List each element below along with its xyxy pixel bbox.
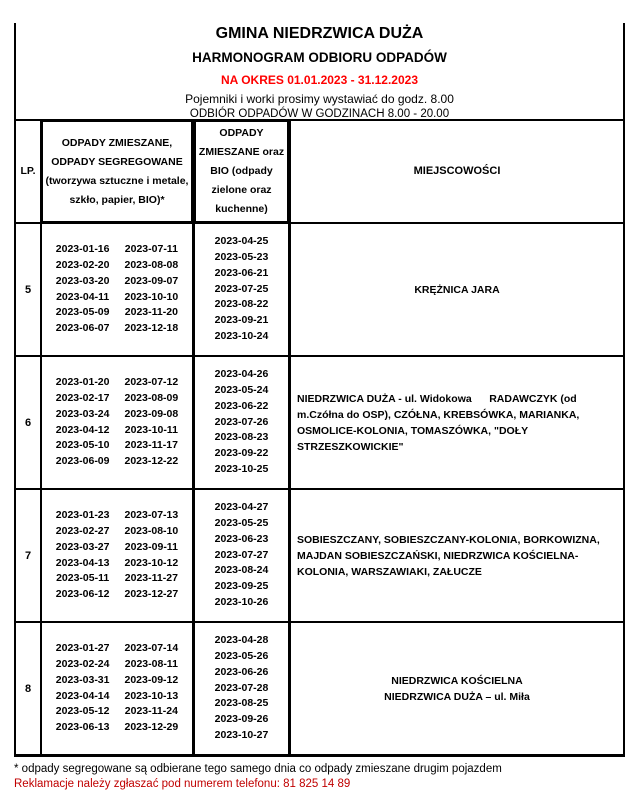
date-item: 2023-12-22 [124, 455, 179, 468]
date-item: 2023-09-21 [214, 314, 269, 327]
date-item: 2023-05-26 [214, 650, 269, 662]
date-item: 2023-08-08 [124, 258, 179, 271]
date-item: 2023-12-18 [124, 322, 179, 335]
date-item: 2023-04-13 [55, 556, 110, 569]
date-item: 2023-06-23 [214, 532, 269, 545]
date-item: 2023-05-25 [214, 517, 269, 529]
mixed-dates-columns [56, 242, 178, 337]
date-item: 2023-11-17 [124, 439, 178, 452]
complaint-line: Reklamacje należy zgłaszać pod numerem telefonu: 81 825 14 89 [14, 778, 351, 790]
mixed-dates-cell [42, 357, 195, 488]
date-item: 2023-05-09 [55, 306, 110, 319]
date-item: 2023-10-10 [124, 290, 179, 303]
date-item: 2023-02-17 [55, 391, 110, 404]
date-item: 2023-11-20 [124, 306, 178, 319]
column-header-mixed: ODPADY ZMIESZANE, ODPADY SEGREGOWANE (tworzywa sztuczne i metale, szkło, papier, BIO)* [42, 121, 195, 222]
date-item: 2023-04-25 [214, 235, 269, 248]
bio-dates-list [215, 367, 269, 478]
date-item: 2023-09-22 [214, 447, 269, 460]
places-cell [291, 623, 623, 754]
date-item: 2023-10-25 [214, 462, 269, 475]
mixed-dates-cell [42, 490, 195, 621]
date-item: 2023-08-09 [124, 391, 179, 404]
date-item: 2023-07-12 [124, 376, 179, 389]
date-item: 2023-10-27 [214, 728, 269, 741]
table-header-row [16, 121, 623, 222]
mixed-dates-columns [56, 641, 178, 736]
date-item: 2023-04-11 [56, 290, 110, 303]
column-header-lp: LP. [16, 121, 42, 222]
date-item: 2023-10-24 [214, 329, 269, 342]
date-item: 2023-08-11 [124, 657, 178, 670]
date-item: 2023-07-11 [124, 243, 178, 256]
column-header-bio: ODPADY ZMIESZANE oraz BIO (odpady zielone oraz kuchenne) [195, 121, 291, 222]
date-item: 2023-01-20 [55, 376, 110, 389]
lp-cell: 8 [16, 623, 42, 754]
date-item: 2023-03-20 [55, 274, 110, 287]
table-row [16, 355, 623, 488]
date-item: 2023-02-20 [55, 258, 110, 271]
date-item: 2023-10-26 [214, 595, 269, 608]
date-item: 2023-06-26 [214, 665, 269, 678]
date-item: 2023-01-23 [55, 509, 110, 522]
date-item: 2023-09-08 [124, 407, 179, 420]
date-item: 2023-04-27 [214, 501, 269, 514]
lp-cell: 5 [16, 224, 42, 355]
places-cell [291, 357, 623, 488]
mixed-dates-cell [42, 623, 195, 754]
mixed-dates-columns [56, 508, 178, 603]
date-item: 2023-10-11 [124, 423, 178, 436]
date-item: 2023-02-27 [55, 524, 110, 537]
period-line: NA OKRES 01.01.2023 - 31.12.2023 [220, 73, 418, 87]
places-cell [291, 224, 623, 355]
place-line: NIEDRZWICA DUŻA – ul. Miła [384, 690, 530, 703]
table-row [16, 222, 623, 355]
table-row [16, 488, 623, 621]
table-row [16, 621, 623, 754]
date-item: 2023-05-10 [55, 439, 110, 452]
date-item: 2023-06-07 [55, 322, 110, 335]
date-item: 2023-01-16 [55, 243, 110, 256]
mixed-dates-left [56, 242, 110, 337]
mixed-dates-right [125, 242, 179, 337]
lp-cell: 6 [16, 357, 42, 488]
date-item: 2023-07-26 [214, 415, 269, 428]
bio-dates-list [215, 234, 269, 345]
page-subtitle: HARMONOGRAM ODBIORU ODPADÓW [192, 50, 447, 65]
date-item: 2023-05-12 [55, 705, 110, 718]
date-item: 2023-08-10 [124, 524, 179, 537]
date-item: 2023-06-22 [214, 399, 269, 412]
date-item: 2023-01-27 [55, 642, 110, 655]
date-item: 2023-08-25 [214, 697, 269, 710]
page-title: GMINA NIEDRZWICA DUŻA [215, 25, 424, 42]
bio-dates-cell [195, 623, 291, 754]
mixed-dates-right [125, 508, 179, 603]
date-item: 2023-12-29 [124, 721, 179, 734]
date-item: 2023-06-12 [55, 588, 110, 601]
date-item: 2023-10-12 [124, 556, 179, 569]
date-item: 2023-05-24 [214, 384, 269, 396]
mixed-dates-right [125, 375, 179, 470]
date-item: 2023-05-23 [214, 251, 269, 263]
date-item: 2023-10-13 [124, 689, 179, 702]
place-line: SOBIESZCZANY, SOBIESZCZANY-KOLONIA, BORKOWIZNA, MAJDAN SOBIESZCZAŃSKI, NIEDRZWICA KOŚCIELNA-KOLONIA, WARSZAWIAKI, ZAŁUCZE [297, 533, 603, 578]
date-item: 2023-04-14 [55, 689, 110, 702]
place-line: NIEDRZWICA DUŻA - ul. Widokowa RADAWCZYK (od m.Czółna do OSP), CZÓŁNA, KREBSÓWKA, MARIANKA, OSMOLICE-KOLONIA, TOMASZÓWKA, "DOŁY STRZESZKOWICKIE" [297, 392, 583, 453]
date-item: 2023-05-11 [56, 572, 110, 585]
column-header-places: MIEJSCOWOŚCI [413, 165, 501, 177]
date-item: 2023-09-25 [214, 580, 269, 593]
date-item: 2023-07-13 [124, 509, 179, 522]
date-item: 2023-09-12 [124, 673, 179, 686]
date-item: 2023-04-28 [214, 634, 269, 647]
date-item: 2023-02-24 [55, 657, 110, 670]
date-item: 2023-09-07 [124, 274, 179, 287]
date-item: 2023-08-23 [214, 431, 269, 444]
date-item: 2023-04-26 [214, 368, 269, 381]
date-item: 2023-07-14 [124, 642, 179, 655]
schedule-document [14, 23, 625, 790]
date-item: 2023-03-27 [55, 540, 110, 553]
bio-dates-cell [195, 357, 291, 488]
date-item: 2023-12-27 [124, 588, 179, 601]
footnote: * odpady segregowane są odbierane tego samego dnia co odpady zmieszane drugim pojazdem [14, 763, 502, 775]
bio-dates-cell [195, 224, 291, 355]
places-cell [291, 490, 623, 621]
date-item: 2023-06-09 [55, 455, 110, 468]
mixed-dates-cell [42, 224, 195, 355]
date-item: 2023-07-28 [214, 681, 269, 694]
place-line: NIEDRZWICA KOŚCIELNA [391, 674, 523, 687]
info-line-containers: Pojemniki i worki prosimy wystawiać do godz. 8.00 [185, 92, 454, 106]
document-header [14, 23, 625, 119]
date-item: 2023-09-11 [124, 540, 178, 553]
mixed-dates-right [125, 641, 179, 736]
bio-dates-list [215, 500, 269, 611]
bio-dates-list [215, 633, 269, 744]
date-item: 2023-03-24 [55, 407, 110, 420]
table-body [16, 222, 623, 754]
date-item: 2023-06-21 [214, 266, 269, 279]
date-item: 2023-07-25 [214, 282, 269, 295]
date-item: 2023-07-27 [214, 548, 269, 561]
bio-dates-cell [195, 490, 291, 621]
mixed-dates-left [56, 375, 110, 470]
mixed-dates-columns [56, 375, 178, 470]
mixed-dates-left [56, 508, 110, 603]
lp-cell: 7 [16, 490, 42, 621]
date-item: 2023-06-13 [55, 721, 110, 734]
date-item: 2023-03-31 [55, 673, 110, 686]
info-line-hours: ODBIÓR ODPADÓW W GODZINACH 8.00 - 20.00 [189, 108, 450, 120]
date-item: 2023-11-27 [124, 572, 178, 585]
date-item: 2023-04-12 [55, 423, 110, 436]
mixed-dates-left [56, 641, 110, 736]
place-line: KRĘŻNICA JARA [414, 283, 500, 296]
schedule-table [14, 119, 625, 757]
date-item: 2023-11-24 [124, 705, 178, 718]
date-item: 2023-08-24 [214, 564, 269, 577]
date-item: 2023-08-22 [214, 298, 269, 311]
date-item: 2023-09-26 [214, 713, 269, 726]
